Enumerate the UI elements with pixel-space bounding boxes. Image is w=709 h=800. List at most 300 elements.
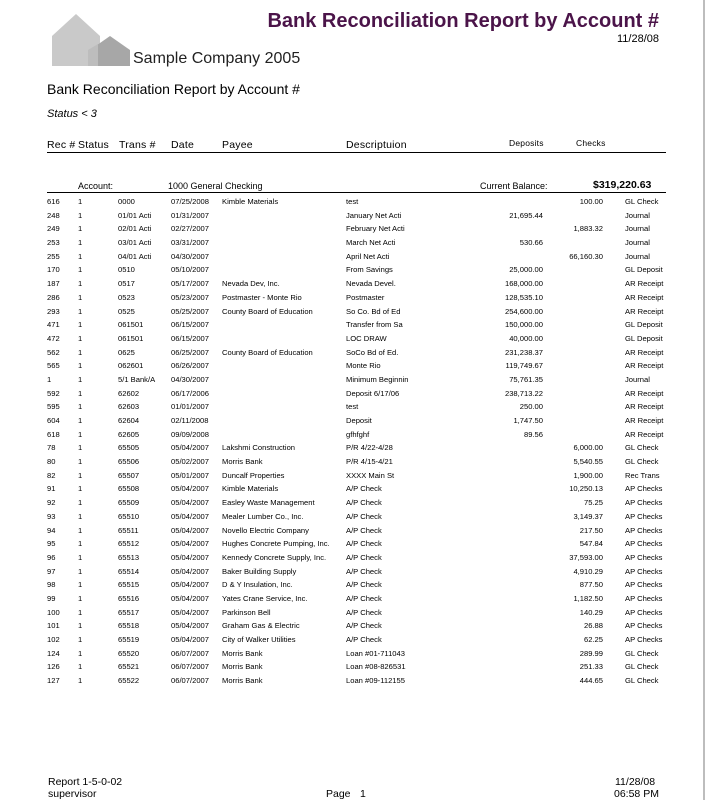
rec-cell: 170 [47, 265, 60, 275]
date-cell: 01/31/2007 [171, 210, 210, 220]
rec-cell: 249 [47, 224, 60, 234]
trans-cell: 0517 [118, 279, 135, 289]
type-cell: Journal [625, 210, 650, 220]
rec-cell: 187 [47, 279, 60, 289]
status-filter: Status < 3 [47, 108, 97, 120]
check-cell: 62.25 [583, 635, 603, 644]
type-cell: AR Receipt [625, 429, 664, 439]
type-cell: AP Checks [625, 484, 663, 494]
table-row [47, 469, 666, 483]
deposit-cell: 128,535.10 [504, 292, 543, 302]
deposit-cell: 21,695.44 [509, 210, 543, 220]
check-cell: 289.99 [579, 648, 603, 658]
check-cell: 1,900.00 [573, 470, 603, 480]
description-cell: Loan #08-826531 [346, 662, 406, 672]
type-cell: GL Check [625, 662, 659, 672]
date-cell: 05/04/2007 [171, 443, 210, 453]
payee-cell: Parkinson Bell [222, 607, 271, 617]
description-cell: Postmaster [346, 292, 385, 302]
trans-cell: 65508 [118, 484, 140, 494]
type-cell: AR Receipt [625, 292, 664, 302]
rec-cell: 93 [47, 511, 56, 521]
payee-cell: City of Walker Utilities [222, 635, 296, 644]
trans-cell: 65522 [118, 676, 140, 686]
status-cell: 1 [78, 552, 83, 562]
deposit-cell: 40,000.00 [509, 333, 543, 343]
table-row [47, 277, 666, 291]
header-date: Date [171, 139, 194, 151]
table-row [47, 441, 666, 455]
deposit-cell: 75,761.35 [509, 374, 543, 384]
footer-user: supervisor [48, 788, 97, 800]
description-cell: Loan #01-711043 [346, 648, 405, 658]
status-cell: 1 [78, 292, 83, 302]
type-cell: GL Check [625, 443, 659, 453]
rec-cell: 604 [47, 416, 60, 425]
rec-cell: 101 [47, 621, 60, 631]
table-row [47, 510, 666, 524]
date-cell: 05/04/2007 [171, 498, 210, 508]
transaction-table [47, 195, 666, 688]
table-row [47, 482, 666, 496]
rec-cell: 98 [47, 580, 56, 590]
report-subtitle: Bank Reconciliation Report by Account # [47, 81, 300, 97]
type-cell: GL Check [625, 676, 659, 686]
status-cell: 1 [78, 320, 83, 330]
description-cell: So Co. Bd of Ed [346, 306, 401, 316]
type-cell: GL Deposit [625, 320, 663, 330]
header-trans: Trans # [119, 139, 156, 151]
payee-cell: Yates Crane Service, Inc. [222, 593, 308, 603]
type-cell: GL Check [625, 648, 659, 658]
description-cell: A/P Check [346, 621, 382, 631]
status-cell: 1 [78, 238, 83, 248]
status-cell: 1 [78, 593, 83, 603]
type-cell: AP Checks [625, 566, 663, 576]
date-cell: 05/02/2007 [171, 457, 210, 467]
table-row [47, 455, 666, 469]
date-cell: 06/07/2007 [171, 662, 210, 672]
date-cell: 05/25/2007 [171, 306, 210, 316]
table-row [47, 332, 666, 346]
status-cell: 1 [78, 648, 83, 658]
check-cell: 547.84 [579, 539, 603, 549]
status-cell: 1 [78, 361, 83, 371]
status-cell: 1 [78, 484, 83, 494]
check-cell: 100.00 [579, 197, 603, 206]
trans-cell: 03/01 Acti [118, 238, 152, 248]
description-cell: test [346, 197, 359, 206]
description-cell: A/P Check [346, 498, 382, 508]
date-cell: 05/23/2007 [171, 292, 210, 302]
rec-cell: 126 [47, 662, 60, 672]
date-cell: 06/25/2007 [171, 347, 210, 357]
status-cell: 1 [78, 511, 83, 521]
description-cell: Nevada Devel. [346, 279, 396, 289]
description-cell: P/R 4/22-4/28 [346, 443, 393, 453]
date-cell: 05/04/2007 [171, 635, 210, 644]
date-cell: 01/01/2007 [171, 402, 210, 412]
trans-cell: 65517 [118, 607, 140, 617]
status-cell: 1 [78, 265, 83, 275]
type-cell: AP Checks [625, 635, 663, 644]
trans-cell: 62603 [118, 402, 140, 412]
payee-cell: Easley Waste Management [222, 498, 315, 508]
trans-cell: 65516 [118, 593, 140, 603]
status-cell: 1 [78, 635, 83, 644]
status-cell: 1 [78, 224, 83, 234]
status-cell: 1 [78, 580, 83, 590]
description-cell: A/P Check [346, 593, 382, 603]
date-cell: 05/04/2007 [171, 552, 210, 562]
description-cell: Monte Rio [346, 361, 381, 371]
description-cell: A/P Check [346, 525, 382, 535]
trans-cell: 62605 [118, 429, 140, 439]
date-cell: 05/04/2007 [171, 621, 210, 631]
deposit-cell: 238,713.22 [504, 388, 543, 398]
payee-cell: Kennedy Concrete Supply, Inc. [222, 552, 327, 562]
trans-cell: 65518 [118, 621, 140, 631]
payee-cell: Morris Bank [222, 676, 263, 686]
table-row [47, 318, 666, 332]
payee-cell: Morris Bank [222, 648, 263, 658]
trans-cell: 65512 [118, 539, 140, 549]
date-cell: 06/26/2007 [171, 361, 210, 371]
deposit-cell: 25,000.00 [509, 265, 543, 275]
table-row [47, 633, 666, 647]
description-cell: April Net Acti [346, 251, 390, 261]
date-cell: 05/04/2007 [171, 525, 210, 535]
account-line [47, 178, 666, 193]
type-cell: AR Receipt [625, 416, 664, 425]
table-row [47, 428, 666, 442]
header-payee: Payee [222, 139, 253, 151]
table-row [47, 524, 666, 538]
rec-cell: 100 [47, 607, 60, 617]
trans-cell: 01/01 Acti [118, 210, 152, 220]
date-cell: 07/25/2008 [171, 197, 210, 206]
type-cell: Journal [625, 251, 650, 261]
rec-cell: 562 [47, 347, 60, 357]
type-cell: Journal [625, 374, 650, 384]
header-deposits: Deposits [509, 138, 544, 148]
payee-cell: Morris Bank [222, 662, 263, 672]
table-row [47, 551, 666, 565]
date-cell: 05/04/2007 [171, 511, 210, 521]
deposit-cell: 150,000.00 [504, 320, 543, 330]
company-logo [52, 14, 130, 66]
type-cell: AP Checks [625, 552, 663, 562]
report-title: Bank Reconciliation Report by Account # [267, 10, 659, 32]
type-cell: AP Checks [625, 621, 663, 631]
rec-cell: 595 [47, 402, 60, 412]
company-name: Sample Company 2005 [133, 50, 301, 67]
description-cell: Transfer from Sa [346, 320, 403, 330]
date-cell: 02/11/2008 [171, 416, 209, 425]
description-cell: test [346, 402, 359, 412]
table-row [47, 236, 666, 250]
trans-cell: 0510 [118, 265, 135, 275]
type-cell: Journal [625, 224, 650, 234]
rec-cell: 127 [47, 676, 60, 686]
check-cell: 877.50 [579, 580, 603, 590]
trans-cell: 65509 [118, 498, 140, 508]
trans-cell: 65519 [118, 635, 140, 644]
table-row [47, 647, 666, 661]
table-row [47, 305, 666, 319]
type-cell: AP Checks [625, 539, 663, 549]
trans-cell: 02/01 Acti [118, 224, 152, 234]
date-cell: 06/07/2007 [171, 676, 210, 686]
rec-cell: 1 [47, 374, 52, 384]
description-cell: P/R 4/15-4/21 [346, 457, 393, 467]
check-cell: 1,883.32 [573, 224, 603, 234]
type-cell: AP Checks [625, 580, 663, 590]
payee-cell: Duncalf Properties [222, 470, 285, 480]
status-cell: 1 [78, 662, 83, 672]
rec-cell: 99 [47, 593, 56, 603]
date-cell: 05/04/2007 [171, 539, 210, 549]
type-cell: AR Receipt [625, 347, 664, 357]
description-cell: A/P Check [346, 511, 382, 521]
table-row [47, 619, 666, 633]
type-cell: AP Checks [625, 607, 663, 617]
rec-cell: 80 [47, 457, 56, 467]
type-cell: AR Receipt [625, 279, 664, 289]
rec-cell: 565 [47, 361, 60, 371]
description-cell: LOC DRAW [346, 333, 387, 343]
rec-cell: 616 [47, 197, 60, 206]
date-cell: 06/15/2007 [171, 320, 210, 330]
trans-cell: 65515 [118, 580, 140, 590]
footer-page-number: 1 [360, 788, 366, 800]
table-row [47, 537, 666, 551]
date-cell: 05/04/2007 [171, 580, 210, 590]
rec-cell: 124 [47, 648, 60, 658]
trans-cell: 65506 [118, 457, 140, 467]
header-description: Descriptuion [346, 139, 407, 151]
description-cell: SoCo Bd of Ed. [346, 347, 399, 357]
header-rec: Rec # [47, 139, 76, 151]
table-row [47, 222, 666, 236]
type-cell: GL Check [625, 457, 659, 467]
trans-cell: 0625 [118, 347, 135, 357]
payee-cell: D & Y Insulation, Inc. [222, 580, 293, 590]
trans-cell: 0523 [118, 292, 135, 302]
trans-cell: 65511 [118, 525, 139, 535]
rec-cell: 95 [47, 539, 56, 549]
check-cell: 140.29 [579, 607, 603, 617]
payee-cell: Nevada Dev, Inc. [222, 279, 280, 289]
check-cell: 26.88 [583, 621, 603, 631]
date-cell: 05/04/2007 [171, 566, 210, 576]
report-footer [0, 776, 705, 800]
description-cell: XXXX Main St [346, 470, 395, 480]
payee-cell: Mealer Lumber Co., Inc. [222, 511, 304, 521]
check-cell: 3,149.37 [573, 511, 603, 521]
type-cell: Journal [625, 238, 650, 248]
payee-cell: Morris Bank [222, 457, 263, 467]
check-cell: 10,250.13 [569, 484, 603, 494]
rec-cell: 78 [47, 443, 56, 453]
status-cell: 1 [78, 470, 83, 480]
payee-cell: Kimble Materials [222, 197, 279, 206]
table-row [47, 373, 666, 387]
status-cell: 1 [78, 402, 83, 412]
trans-cell: 65507 [118, 470, 140, 480]
status-cell: 1 [78, 279, 83, 289]
trans-cell: 62604 [118, 416, 140, 425]
trans-cell: 65505 [118, 443, 140, 453]
description-cell: Deposit [346, 416, 372, 425]
deposit-cell: 530.66 [519, 238, 543, 248]
rec-cell: 91 [47, 484, 56, 494]
status-cell: 1 [78, 251, 83, 261]
header-status: Status [78, 139, 109, 151]
check-cell: 66,160.30 [569, 251, 603, 261]
status-cell: 1 [78, 539, 83, 549]
date-cell: 06/17/2006 [171, 388, 210, 398]
date-cell: 05/04/2007 [171, 607, 210, 617]
payee-cell: County Board of Education [222, 347, 313, 357]
footer-date: 11/28/08 [615, 776, 656, 788]
type-cell: GL Check [625, 197, 659, 206]
date-cell: 05/10/2007 [171, 265, 210, 275]
description-cell: January Net Acti [346, 210, 402, 220]
table-row [47, 592, 666, 606]
column-headers [47, 137, 666, 153]
status-cell: 1 [78, 347, 83, 357]
status-cell: 1 [78, 416, 83, 425]
status-cell: 1 [78, 429, 83, 439]
account-name: 1000 General Checking [168, 181, 263, 191]
trans-cell: 061501 [118, 333, 144, 343]
deposit-cell: 168,000.00 [504, 279, 543, 289]
check-cell: 217.50 [579, 525, 603, 535]
payee-cell: Baker Building Supply [222, 566, 297, 576]
type-cell: AP Checks [625, 525, 663, 535]
table-row [47, 291, 666, 305]
trans-cell: 5/1 Bank/A [118, 374, 156, 384]
trans-cell: 0525 [118, 306, 135, 316]
rec-cell: 293 [47, 306, 60, 316]
balance-value: $319,220.63 [593, 179, 652, 191]
date-cell: 04/30/2007 [171, 251, 210, 261]
description-cell: A/P Check [346, 580, 382, 590]
date-cell: 05/04/2007 [171, 484, 210, 494]
date-cell: 06/07/2007 [171, 648, 210, 658]
footer-time: 06:58 PM [614, 788, 659, 800]
description-cell: March Net Acti [346, 238, 396, 248]
deposit-cell: 254,600.00 [504, 306, 543, 316]
type-cell: AR Receipt [625, 388, 664, 398]
table-row [47, 209, 666, 223]
description-cell: A/P Check [346, 566, 382, 576]
rec-cell: 472 [47, 333, 60, 343]
status-cell: 1 [78, 306, 83, 316]
status-cell: 1 [78, 607, 83, 617]
rec-cell: 102 [47, 635, 60, 644]
description-cell: Loan #09-112155 [346, 676, 405, 686]
deposit-cell: 250.00 [519, 402, 543, 412]
description-cell: Deposit 6/17/06 [346, 388, 400, 398]
check-cell: 444.65 [579, 676, 603, 686]
deposit-cell: 119,749.67 [505, 361, 543, 371]
trans-cell: 04/01 Acti [118, 251, 152, 261]
status-cell: 1 [78, 676, 83, 686]
rec-cell: 96 [47, 552, 56, 562]
rec-cell: 253 [47, 238, 60, 248]
trans-cell: 0000 [118, 197, 135, 206]
type-cell: AR Receipt [625, 402, 664, 412]
payee-cell: Lakshmi Construction [222, 443, 296, 453]
rec-cell: 248 [47, 210, 60, 220]
table-row [47, 263, 666, 277]
rec-cell: 97 [47, 566, 56, 576]
payee-cell: Graham Gas & Electric [222, 621, 300, 631]
table-row [47, 195, 666, 209]
status-cell: 1 [78, 457, 83, 467]
description-cell: A/P Check [346, 552, 382, 562]
table-row [47, 250, 666, 264]
type-cell: AP Checks [625, 498, 663, 508]
rec-cell: 82 [47, 470, 56, 480]
check-cell: 1,182.50 [573, 593, 603, 603]
description-cell: A/P Check [346, 539, 382, 549]
table-row [47, 660, 666, 674]
table-row [47, 346, 666, 360]
table-row [47, 578, 666, 592]
type-cell: AR Receipt [625, 361, 664, 371]
report-date: 11/28/08 [616, 33, 659, 45]
payee-cell: Hughes Concrete Pumping, Inc. [222, 539, 330, 549]
check-cell: 75.25 [583, 498, 603, 508]
type-cell: AP Checks [625, 593, 663, 603]
type-cell: AR Receipt [625, 306, 664, 316]
table-row [47, 359, 666, 373]
status-cell: 1 [78, 210, 83, 220]
footer-report-id: Report 1-5-0-02 [48, 776, 123, 788]
trans-cell: 65520 [118, 648, 140, 658]
date-cell: 03/31/2007 [171, 238, 210, 248]
deposit-cell: 89.56 [523, 429, 543, 439]
date-cell: 05/01/2007 [171, 470, 210, 480]
date-cell: 02/27/2007 [171, 224, 210, 234]
status-cell: 1 [78, 197, 83, 206]
payee-cell: Novello Electric Company [222, 525, 309, 535]
table-row [47, 414, 666, 428]
rec-cell: 471 [47, 320, 60, 330]
trans-cell: 65510 [118, 511, 140, 521]
trans-cell: 62602 [118, 388, 140, 398]
payee-cell: Postmaster - Monte Rio [222, 292, 302, 302]
status-cell: 1 [78, 443, 83, 453]
deposit-cell: 231,238.37 [504, 347, 543, 357]
check-cell: 6,000.00 [573, 443, 603, 453]
trans-cell: 062601 [118, 361, 144, 371]
header-checks: Checks [576, 138, 606, 148]
status-cell: 1 [78, 498, 83, 508]
type-cell: GL Deposit [625, 333, 663, 343]
type-cell: Rec Trans [625, 470, 660, 480]
rec-cell: 286 [47, 292, 60, 302]
balance-label: Current Balance: [480, 181, 548, 191]
description-cell: February Net Acti [346, 224, 405, 234]
type-cell: GL Deposit [625, 265, 663, 275]
description-cell: From Savings [346, 265, 393, 275]
status-cell: 1 [78, 525, 83, 535]
check-cell: 4,910.29 [573, 566, 603, 576]
